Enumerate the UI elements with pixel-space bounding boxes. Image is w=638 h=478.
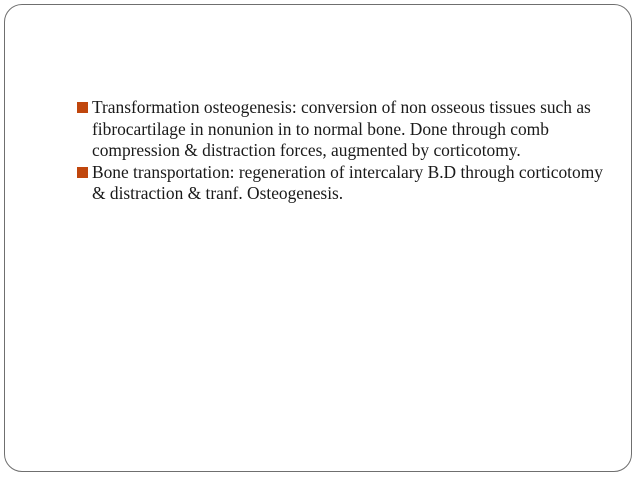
square-bullet-icon <box>77 167 88 178</box>
square-bullet-icon <box>77 102 88 113</box>
bullet-text: Bone transportation: regeneration of intercalary B.D through corticotomy & distraction & tranf. Osteogenesis. <box>92 161 603 203</box>
bullet-text: Transformation osteogenesis: conversion of non osseous tissues such as fibrocartilage in nonunion in to normal bone. Done through comb compression & distraction forces, augmented by corticotomy. <box>92 97 591 160</box>
slide-frame <box>4 4 632 472</box>
bullet-item-bone-transportation <box>77 162 617 205</box>
bullet-list <box>77 97 617 205</box>
bullet-item-transformation-osteogenesis <box>77 97 617 162</box>
